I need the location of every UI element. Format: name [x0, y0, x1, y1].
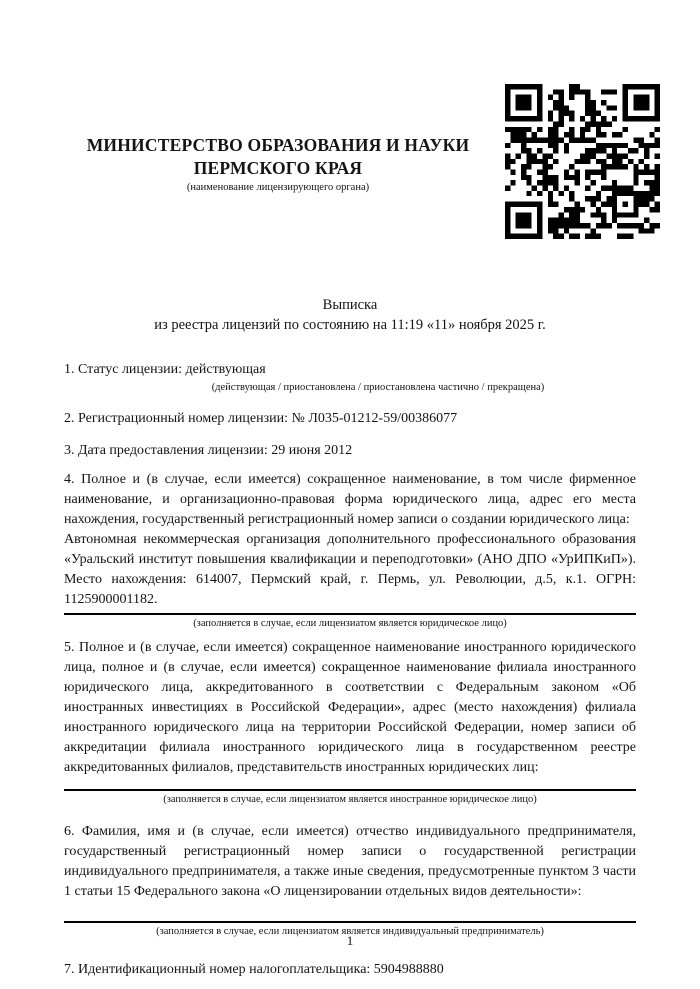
foreign-entity-question: 5. Полное и (в случае, если имеется) сокращенное наименование иностранного юридического лица, полное и (в случае, если имеется) сокращенное наименование филиала иностранного юридического лица, аккредитованного в соответствии с Федеральным законом «Об иностранных инвестициях в Российской Федерации», адрес (место нахождения) филиала иностранного юридического лица на территории Российской Федерации, номер записи об аккредитации филиала иностранного юридического лица в государственном реестре аккредитованных филиалов, представительств иностранных юридических лиц: — [64, 640, 636, 776]
legal-entity-answer: Автономная некоммерческая организация дополнительного профессионального образования «Уральский институт повышения квалификации и переподготовки» (АНО ДПО «УрИПКиП»). Место нахождения: 614007, Пермский край, г. Пермь, ул. Революции, д.5, к.1. ОГРН: 1125900001182. — [64, 532, 636, 608]
legal-entity-caption: (заполняется в случае, если лицензиатом является юридическое лицо) — [193, 618, 507, 630]
licensing-authority-header — [64, 0, 492, 196]
qr-code-icon — [505, 84, 660, 239]
item-legal-entity — [64, 470, 636, 631]
legal-entity-question: 4. Полное и (в случае, если имеется) сокращенное наименование, в том числе фирменное наименование, и организационно-правовая форма юридического лица, адрес его места нахождения, государственный регистрационный номер записи о создании юридического лица: — [64, 472, 636, 528]
fill-line — [64, 921, 636, 923]
item-registration-number: 2. Регистрационный номер лицензии: № Л035-01212-59/00386077 — [64, 411, 458, 427]
item-license-status — [64, 360, 636, 395]
document-title — [64, 295, 636, 335]
entrepreneur-caption: (заполняется в случае, если лицензиатом является индивидуальный предприниматель) — [156, 926, 544, 938]
document-title-line2: из реестра лицензий по состоянию на 11:19 «11» ноября 2025 г. — [154, 317, 546, 334]
page-number: 1 — [346, 933, 354, 948]
item-entrepreneur — [64, 822, 636, 939]
document-title-line1: Выписка — [322, 297, 378, 314]
license-status-caption: (действующая / приостановлена / приостановлена частично / прекращена) — [211, 382, 545, 394]
item-taxpayer-id: 7. Идентификационный номер налогоплательщика: 5904988880 — [64, 962, 444, 978]
ministry-name-line1: МИНИСТЕРСТВО ОБРАЗОВАНИЯ И НАУКИ — [86, 135, 470, 155]
item-foreign-entity — [64, 638, 636, 807]
fill-line — [64, 613, 636, 615]
license-status-text: 1. Статус лицензии: действующая — [64, 362, 266, 378]
ministry-name-line2: ПЕРМСКОГО КРАЯ — [193, 158, 363, 179]
fill-line — [64, 789, 636, 791]
entrepreneur-question: 6. Фамилия, имя и (в случае, если имеется) отчество индивидуального предпринимателя, государственный регистрационный номер записи о государственной регистрации индивидуального предпринимателя, а также иные сведения, предусмотренные пунктом 3 части 1 статьи 15 Федерального закона «О лицензировании отдельных видов деятельности»: — [64, 824, 636, 900]
ministry-caption: (наименование лицензирующего органа) — [186, 182, 370, 194]
foreign-entity-caption: (заполняется в случае, если лицензиатом является иностранное юридическое лицо) — [163, 794, 537, 806]
item-license-date: 3. Дата предоставления лицензии: 29 июня 2012 — [64, 443, 353, 459]
